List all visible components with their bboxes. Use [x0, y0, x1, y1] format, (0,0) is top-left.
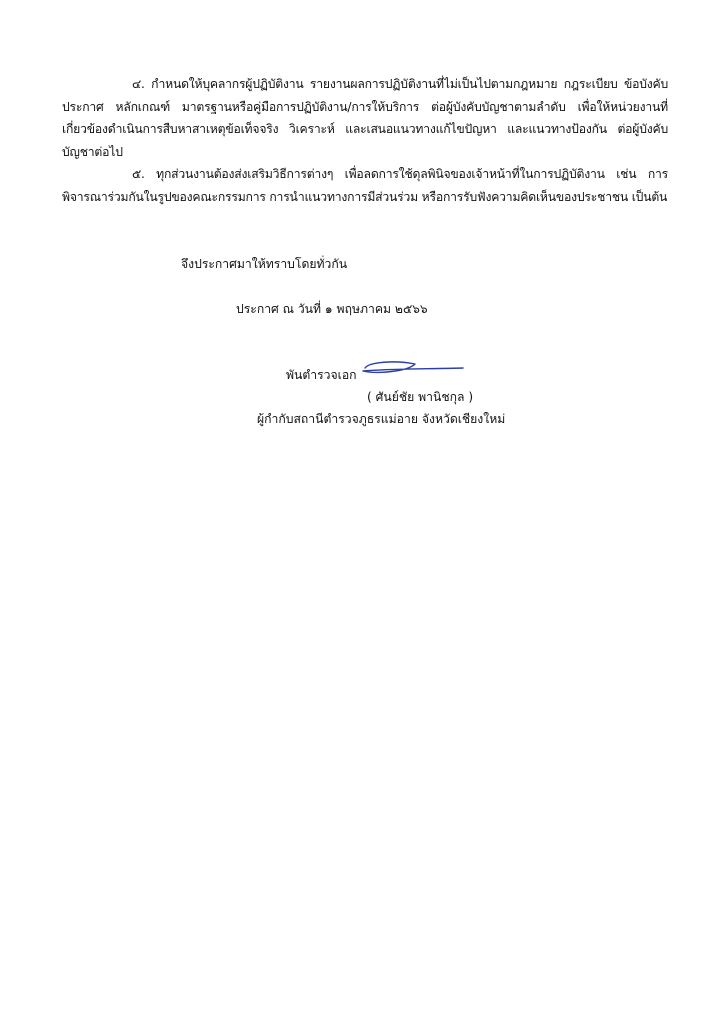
clause-5 — [62, 163, 668, 208]
announcement-date: ประกาศ ณ วันที่ ๑ พฤษภาคม ๒๕๖๖ — [236, 302, 428, 316]
clause-5-text: ๕. ทุกส่วนงานต้องส่งเสริมวิธีการต่างๆ เพื่อลดการใช้ดุลพินิจของเจ้าหน้าที่ในการปฏิบัติงาน เช่น การพิจารณาร่วมกันในรูปของคณะกรรมการ การนำแนวทางการมีส่วนร่วม หรือการรับฟังความคิดเห็นของประชาชน เป็นต้น — [62, 167, 668, 204]
handwritten-signature — [355, 356, 465, 380]
clause-4 — [62, 73, 668, 163]
closing-statement: จึงประกาศมาให้ทราบโดยทั่วกัน — [181, 257, 348, 271]
signer-rank: พันตำรวจเอก — [286, 368, 357, 382]
signer-position: ผู้กำกับสถานีตำรวจภูธรแม่อาย จังหวัดเชียงใหม่ — [257, 412, 506, 426]
clause-4-text: ๔. กำหนดให้บุคลากรผู้ปฏิบัติงาน รายงานผลการปฏิบัติงานที่ไม่เป็นไปตามกฎหมาย กฎระเบียบ ข้อบังคับ ประกาศ หลักเกณฑ์ มาตรฐานหรือคู่มือการปฏิบัติงาน/การให้บริการ ต่อผู้บังคับบัญชาตามลำดับ เพื่อให้หน่วยงานที่เกี่ยวข้องดำเนินการสืบหาสาเหตุข้อเท็จจริง วิเคราะห์ และเสนอแนวทางแก้ไขปัญหา และแนวทางป้องกัน ต่อผู้บังคับบัญชาต่อไป — [62, 77, 668, 159]
signer-name: ( ศันย์ชัย พานิชกุล ) — [367, 390, 474, 404]
